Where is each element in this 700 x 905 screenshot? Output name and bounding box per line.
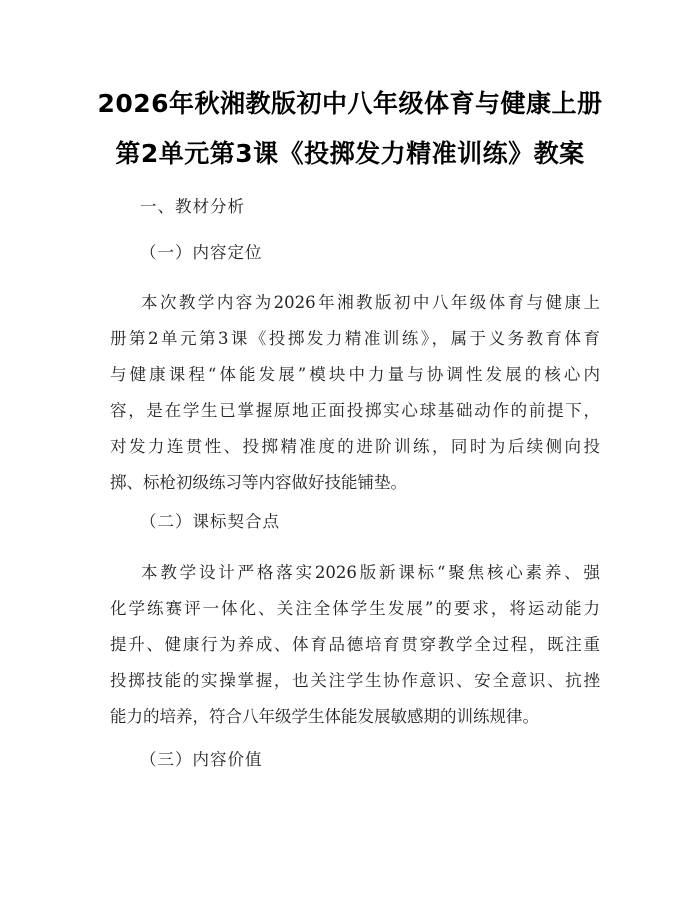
paragraph-line: 投掷技能的实操掌握，也关注学生协作意识、安全意识、抗挫	[110, 671, 600, 690]
paragraph-line: 化学练赛评一体化、关注全体学生发展”的要求，将运动能力	[110, 599, 600, 618]
paragraph-line: 能力的培养，符合八年级学生体能发展敏感期的训练规律。	[110, 707, 539, 726]
paragraph-line: 掷、标枪初级练习等内容做好技能铺垫。	[110, 473, 407, 492]
paragraph-line: 容，是在学生已掌握原地正面投掷实心球基础动作的前提下，	[110, 401, 600, 420]
subsection-heading-content-value: （三）内容价值	[140, 750, 263, 769]
paragraph-line: 本教学设计严格落实2026版新课标“聚焦核心素养、强	[141, 563, 600, 582]
section-heading-textbook-analysis: 一、教材分析	[140, 197, 245, 216]
subsection-heading-curriculum-alignment: （二）课标契合点	[140, 512, 280, 531]
paragraph-content-positioning	[110, 285, 600, 501]
subsection-heading-content-positioning: （一）内容定位	[140, 243, 263, 262]
paragraph-line: 与健康课程“体能发展”模块中力量与协调性发展的核心内	[110, 365, 600, 384]
document-title-line-2: 第2单元第3课《投掷发力精准训练》教案	[115, 139, 585, 168]
paragraph-line: 本次教学内容为2026年湘教版初中八年级体育与健康上	[141, 293, 600, 312]
paragraph-line: 对发力连贯性、投掷精准度的进阶训练，同时为后续侧向投	[110, 437, 600, 456]
paragraph-line: 提升、健康行为养成、体育品德培育贯穿教学全过程，既注重	[110, 635, 600, 654]
document-title-line-1: 2026年秋湘教版初中八年级体育与健康上册	[97, 89, 603, 118]
paragraph-line: 册第2单元第3课《投掷发力精准训练》，属于义务教育体育	[110, 329, 600, 348]
paragraph-curriculum-alignment	[110, 555, 600, 735]
